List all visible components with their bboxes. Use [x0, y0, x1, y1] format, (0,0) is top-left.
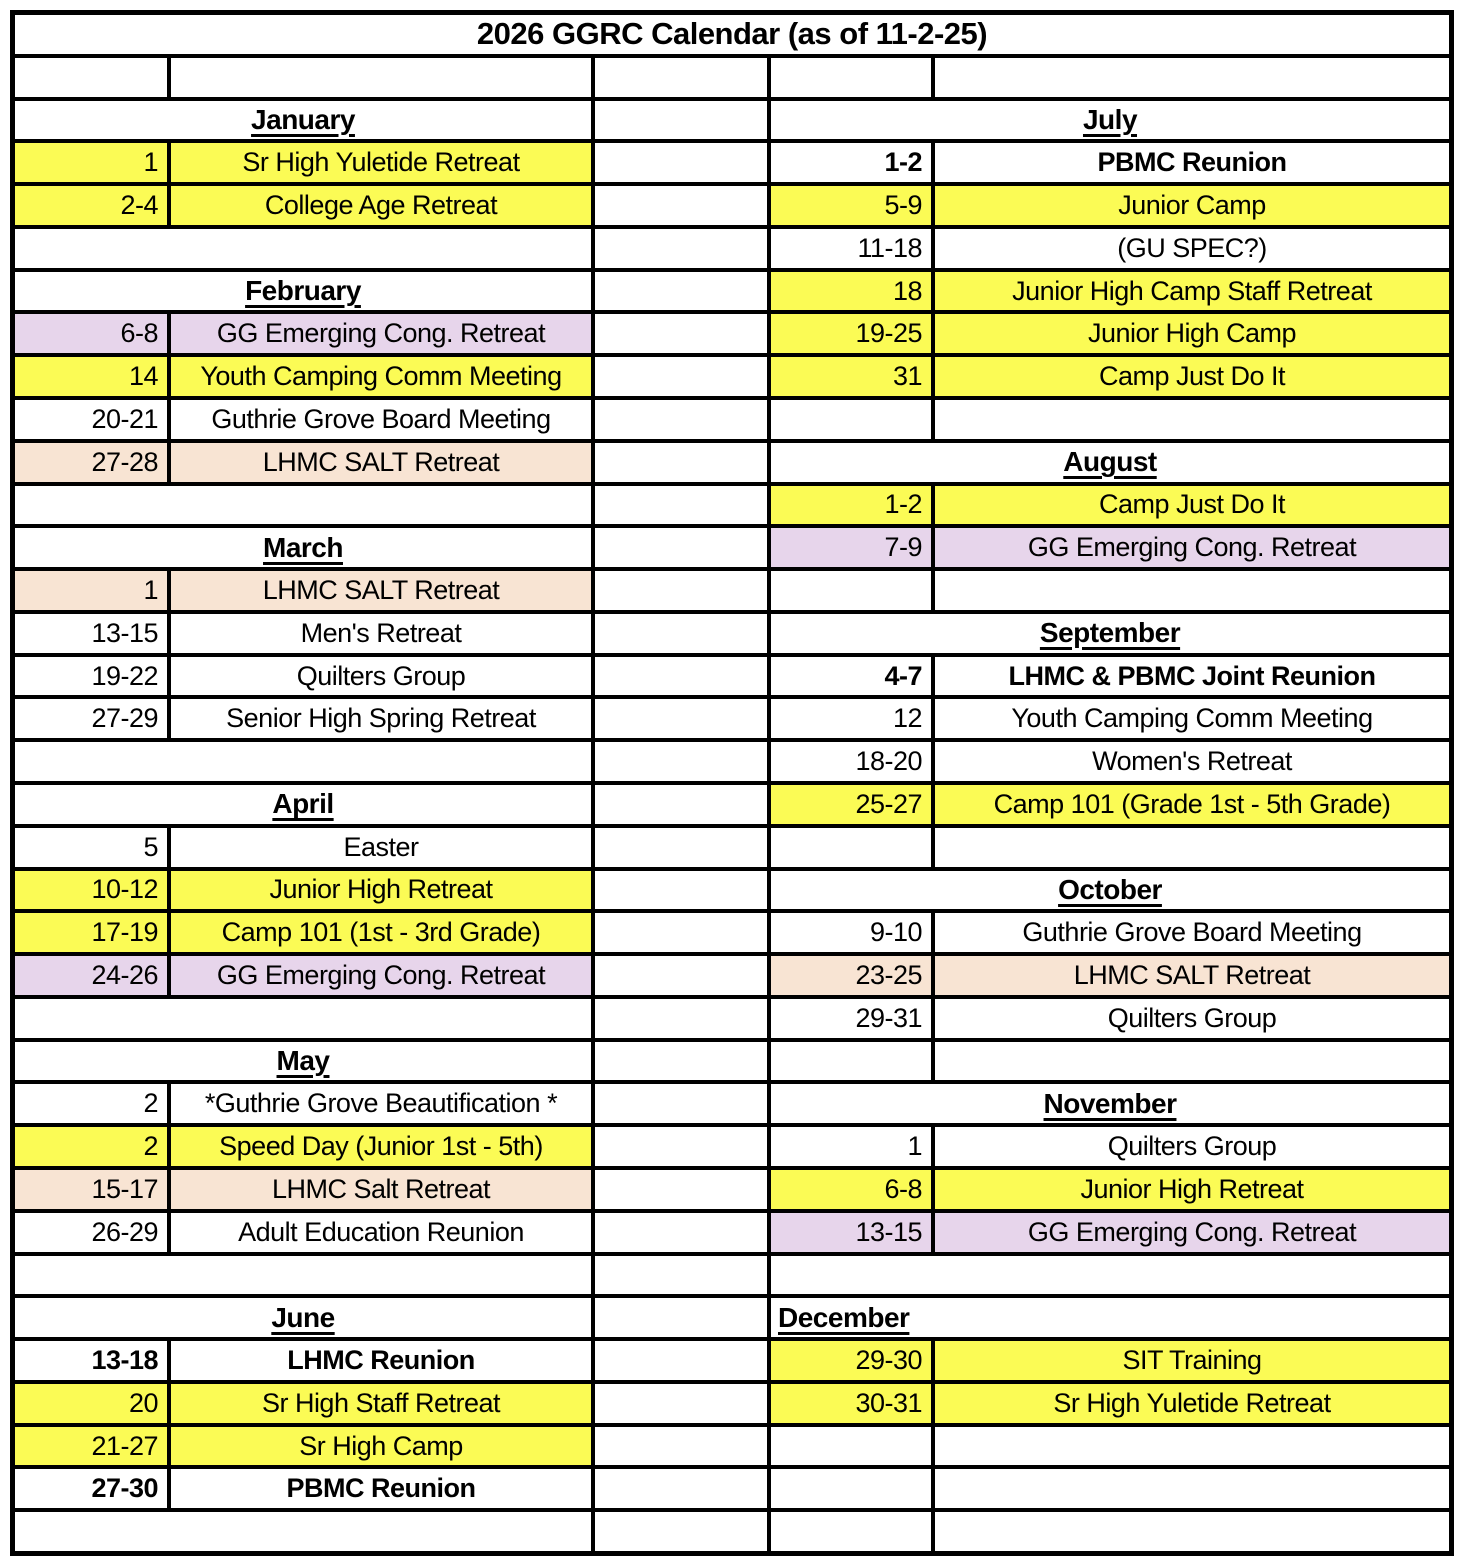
- empty-event-cell: [935, 58, 1449, 97]
- spacer-cell: [595, 956, 767, 995]
- empty-date-cell: [771, 58, 931, 97]
- event-cell: Junior High Camp: [935, 314, 1449, 353]
- month-header-december: December: [771, 1298, 1449, 1337]
- date-cell: 1: [15, 143, 167, 182]
- spacer-cell: [595, 357, 767, 396]
- event-cell: Guthrie Grove Board Meeting: [171, 400, 591, 439]
- event-cell: Junior Camp: [935, 186, 1449, 225]
- event-cell: Men's Retreat: [171, 614, 591, 653]
- event-cell: Guthrie Grove Board Meeting: [935, 913, 1449, 952]
- spacer-cell: [595, 785, 767, 824]
- empty-event-cell: [935, 571, 1449, 610]
- date-cell: 1-2: [771, 143, 931, 182]
- date-cell: 29-31: [771, 999, 931, 1038]
- event-cell: GG Emerging Cong. Retreat: [171, 314, 591, 353]
- date-cell: 18: [771, 272, 931, 311]
- date-cell: 4-7: [771, 657, 931, 696]
- empty-event-cell: [935, 1512, 1449, 1551]
- empty-event-cell: [935, 400, 1449, 439]
- date-cell: 13-15: [771, 1213, 931, 1252]
- event-cell: Sr High Staff Retreat: [171, 1384, 591, 1423]
- month-header-october: October: [771, 871, 1449, 910]
- spacer-cell: [595, 528, 767, 567]
- date-cell: 2: [15, 1084, 167, 1123]
- empty-event-cell: [935, 1427, 1449, 1466]
- date-cell: 6-8: [15, 314, 167, 353]
- spacer-cell: [595, 229, 767, 268]
- spacer-cell: [595, 1384, 767, 1423]
- empty-date-cell: [771, 1469, 931, 1508]
- month-header-september: September: [771, 614, 1449, 653]
- month-header-may: May: [15, 1042, 591, 1081]
- empty-date-cell: [771, 1427, 931, 1466]
- empty-cell: [15, 229, 591, 268]
- month-header-march: March: [15, 528, 591, 567]
- date-cell: 5-9: [771, 186, 931, 225]
- date-cell: 7-9: [771, 528, 931, 567]
- spacer-cell: [595, 657, 767, 696]
- date-cell: 2-4: [15, 186, 167, 225]
- event-cell: LHMC Reunion: [171, 1341, 591, 1380]
- date-cell: 18-20: [771, 742, 931, 781]
- spacer-cell: [595, 1341, 767, 1380]
- event-cell: Camp Just Do It: [935, 357, 1449, 396]
- event-cell: Sr High Yuletide Retreat: [171, 143, 591, 182]
- date-cell: 19-25: [771, 314, 931, 353]
- date-cell: 13-15: [15, 614, 167, 653]
- event-cell: GG Emerging Cong. Retreat: [935, 528, 1449, 567]
- event-cell: Junior High Retreat: [935, 1170, 1449, 1209]
- event-cell: Quilters Group: [935, 1127, 1449, 1166]
- date-cell: 24-26: [15, 956, 167, 995]
- empty-date-cell: [771, 571, 931, 610]
- date-cell: 27-28: [15, 443, 167, 482]
- event-cell: Women's Retreat: [935, 742, 1449, 781]
- spacer-cell: [595, 871, 767, 910]
- date-cell: 9-10: [771, 913, 931, 952]
- date-cell: 27-30: [15, 1469, 167, 1508]
- date-cell: 17-19: [15, 913, 167, 952]
- event-cell: Junior High Camp Staff Retreat: [935, 272, 1449, 311]
- month-header-june: June: [15, 1298, 591, 1337]
- empty-date-cell: [771, 1512, 931, 1551]
- event-cell: Youth Camping Comm Meeting: [171, 357, 591, 396]
- event-cell: SIT Training: [935, 1341, 1449, 1380]
- date-cell: 21-27: [15, 1427, 167, 1466]
- spacer-cell: [595, 1213, 767, 1252]
- event-cell: LHMC & PBMC Joint Reunion: [935, 657, 1449, 696]
- spacer-cell: [595, 1084, 767, 1123]
- date-cell: 13-18: [15, 1341, 167, 1380]
- empty-cell: [15, 1256, 591, 1295]
- spacer-cell: [595, 1469, 767, 1508]
- spacer-cell: [595, 571, 767, 610]
- date-cell: 31: [771, 357, 931, 396]
- empty-date-cell: [771, 828, 931, 867]
- empty-date-cell: [771, 400, 931, 439]
- date-cell: 14: [15, 357, 167, 396]
- empty-cell: [771, 1256, 1449, 1295]
- event-cell: Quilters Group: [171, 657, 591, 696]
- empty-cell: [15, 999, 591, 1038]
- date-cell: 27-29: [15, 699, 167, 738]
- spacer-cell: [595, 614, 767, 653]
- event-cell: Camp 101 (Grade 1st - 5th Grade): [935, 785, 1449, 824]
- date-cell: 6-8: [771, 1170, 931, 1209]
- spacer-cell: [595, 1256, 767, 1295]
- empty-event-cell: [171, 58, 591, 97]
- date-cell: 11-18: [771, 229, 931, 268]
- spacer-cell: [595, 314, 767, 353]
- date-cell: 12: [771, 699, 931, 738]
- spacer-cell: [595, 1512, 767, 1551]
- date-cell: 10-12: [15, 871, 167, 910]
- empty-event-cell: [935, 828, 1449, 867]
- empty-cell: [15, 1512, 591, 1551]
- empty-event-cell: [935, 1042, 1449, 1081]
- event-cell: (GU SPEC?): [935, 229, 1449, 268]
- spacer-cell: [595, 486, 767, 525]
- date-cell: 2: [15, 1127, 167, 1166]
- date-cell: 29-30: [771, 1341, 931, 1380]
- event-cell: Quilters Group: [935, 999, 1449, 1038]
- event-cell: Camp 101 (1st - 3rd Grade): [171, 913, 591, 952]
- event-cell: GG Emerging Cong. Retreat: [171, 956, 591, 995]
- spacer-cell: [595, 58, 767, 97]
- month-header-april: April: [15, 785, 591, 824]
- month-header-july: July: [771, 101, 1449, 140]
- event-cell: Speed Day (Junior 1st - 5th): [171, 1127, 591, 1166]
- spacer-cell: [595, 1170, 767, 1209]
- date-cell: 1: [15, 571, 167, 610]
- date-cell: 15-17: [15, 1170, 167, 1209]
- empty-cell: [15, 742, 591, 781]
- event-cell: PBMC Reunion: [935, 143, 1449, 182]
- date-cell: 20: [15, 1384, 167, 1423]
- calendar-table: [10, 10, 1454, 1556]
- spacer-cell: [595, 1127, 767, 1166]
- event-cell: Sr High Camp: [171, 1427, 591, 1466]
- spacer-cell: [595, 400, 767, 439]
- month-header-january: January: [15, 101, 591, 140]
- event-cell: Camp Just Do It: [935, 486, 1449, 525]
- date-cell: 20-21: [15, 400, 167, 439]
- event-cell: LHMC SALT Retreat: [171, 443, 591, 482]
- calendar-title: 2026 GGRC Calendar (as of 11-2-25): [15, 15, 1449, 54]
- month-header-november: November: [771, 1084, 1449, 1123]
- event-cell: *Guthrie Grove Beautification *: [171, 1084, 591, 1123]
- date-cell: 26-29: [15, 1213, 167, 1252]
- spacer-cell: [595, 272, 767, 311]
- event-cell: LHMC SALT Retreat: [935, 956, 1449, 995]
- event-cell: Senior High Spring Retreat: [171, 699, 591, 738]
- spacer-cell: [595, 143, 767, 182]
- date-cell: 1-2: [771, 486, 931, 525]
- spacer-cell: [595, 1427, 767, 1466]
- date-cell: 1: [771, 1127, 931, 1166]
- event-cell: PBMC Reunion: [171, 1469, 591, 1508]
- empty-date-cell: [15, 58, 167, 97]
- month-header-february: February: [15, 272, 591, 311]
- date-cell: 5: [15, 828, 167, 867]
- empty-event-cell: [935, 1469, 1449, 1508]
- spacer-cell: [595, 828, 767, 867]
- empty-cell: [15, 486, 591, 525]
- date-cell: 23-25: [771, 956, 931, 995]
- spacer-cell: [595, 1042, 767, 1081]
- spacer-cell: [595, 1298, 767, 1337]
- event-cell: GG Emerging Cong. Retreat: [935, 1213, 1449, 1252]
- empty-date-cell: [771, 1042, 931, 1081]
- date-cell: 19-22: [15, 657, 167, 696]
- spacer-cell: [595, 699, 767, 738]
- event-cell: Adult Education Reunion: [171, 1213, 591, 1252]
- month-header-august: August: [771, 443, 1449, 482]
- spacer-cell: [595, 999, 767, 1038]
- date-cell: 30-31: [771, 1384, 931, 1423]
- spacer-cell: [595, 186, 767, 225]
- event-cell: Easter: [171, 828, 591, 867]
- spacer-cell: [595, 913, 767, 952]
- event-cell: Sr High Yuletide Retreat: [935, 1384, 1449, 1423]
- event-cell: LHMC SALT Retreat: [171, 571, 591, 610]
- date-cell: 25-27: [771, 785, 931, 824]
- spacer-cell: [595, 742, 767, 781]
- spacer-cell: [595, 443, 767, 482]
- event-cell: LHMC Salt Retreat: [171, 1170, 591, 1209]
- event-cell: Youth Camping Comm Meeting: [935, 699, 1449, 738]
- event-cell: College Age Retreat: [171, 186, 591, 225]
- event-cell: Junior High Retreat: [171, 871, 591, 910]
- spacer-cell: [595, 101, 767, 140]
